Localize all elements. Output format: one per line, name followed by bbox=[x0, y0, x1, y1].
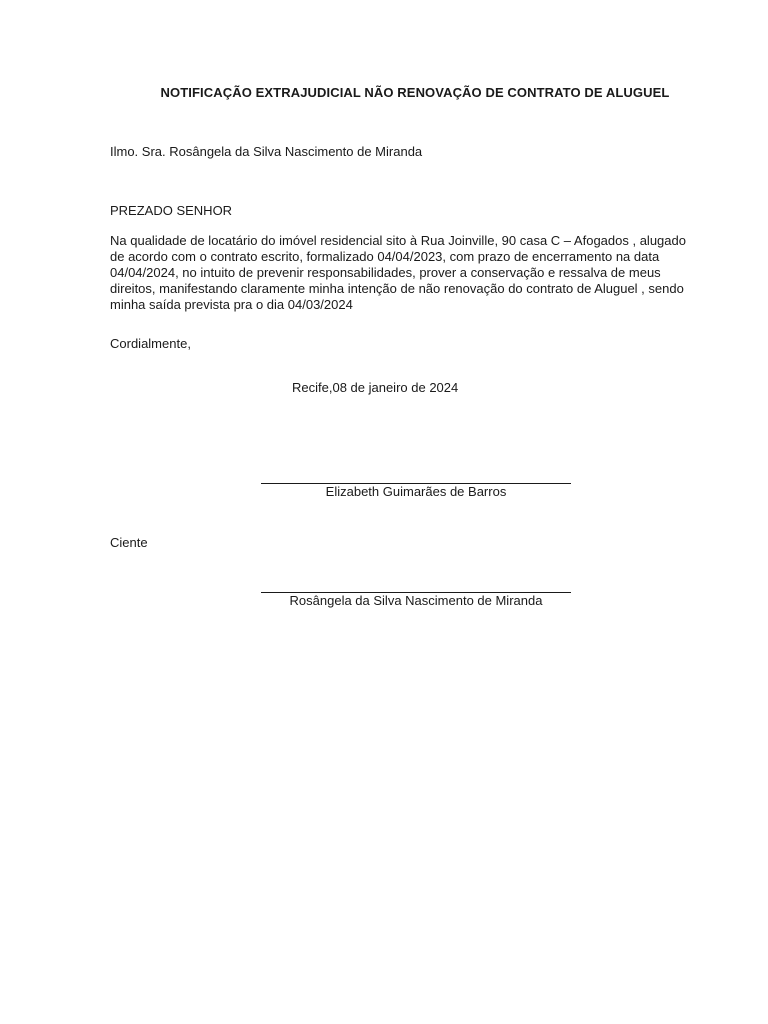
body-line: Na qualidade de locatário do imóvel residencial sito à Rua Joinville, 90 casa C – Afogados , alugado bbox=[110, 233, 686, 248]
signature-block-tenant bbox=[261, 483, 571, 499]
body-line: minha saída prevista pra o dia 04/03/2024 bbox=[110, 297, 353, 312]
acknowledgement-label: Ciente bbox=[110, 535, 148, 550]
addressee: Ilmo. Sra. Rosângela da Silva Nascimento de Miranda bbox=[110, 144, 423, 159]
signatory-name: Elizabeth Guimarães de Barros bbox=[325, 484, 507, 499]
signature-block-landlord bbox=[261, 592, 571, 608]
place-date: Recife,08 de janeiro de 2024 bbox=[292, 380, 459, 395]
body-line: 04/04/2024, no intuito de prevenir responsabilidades, prover a conservação e ressalva de meus bbox=[110, 265, 661, 280]
body-line: de acordo com o contrato escrito, formalizado 04/04/2023, com prazo de encerramento na data bbox=[110, 249, 660, 264]
body-paragraph bbox=[110, 233, 720, 313]
body-line: direitos, manifestando claramente minha intenção de não renovação do contrato de Aluguel , sendo bbox=[110, 281, 684, 296]
closing: Cordialmente, bbox=[110, 336, 191, 351]
salutation: PREZADO SENHOR bbox=[110, 203, 233, 218]
signatory-name: Rosângela da Silva Nascimento de Miranda bbox=[289, 593, 543, 608]
document-title: NOTIFICAÇÃO EXTRAJUDICIAL NÃO RENOVAÇÃO DE CONTRATO DE ALUGUEL bbox=[160, 85, 670, 100]
